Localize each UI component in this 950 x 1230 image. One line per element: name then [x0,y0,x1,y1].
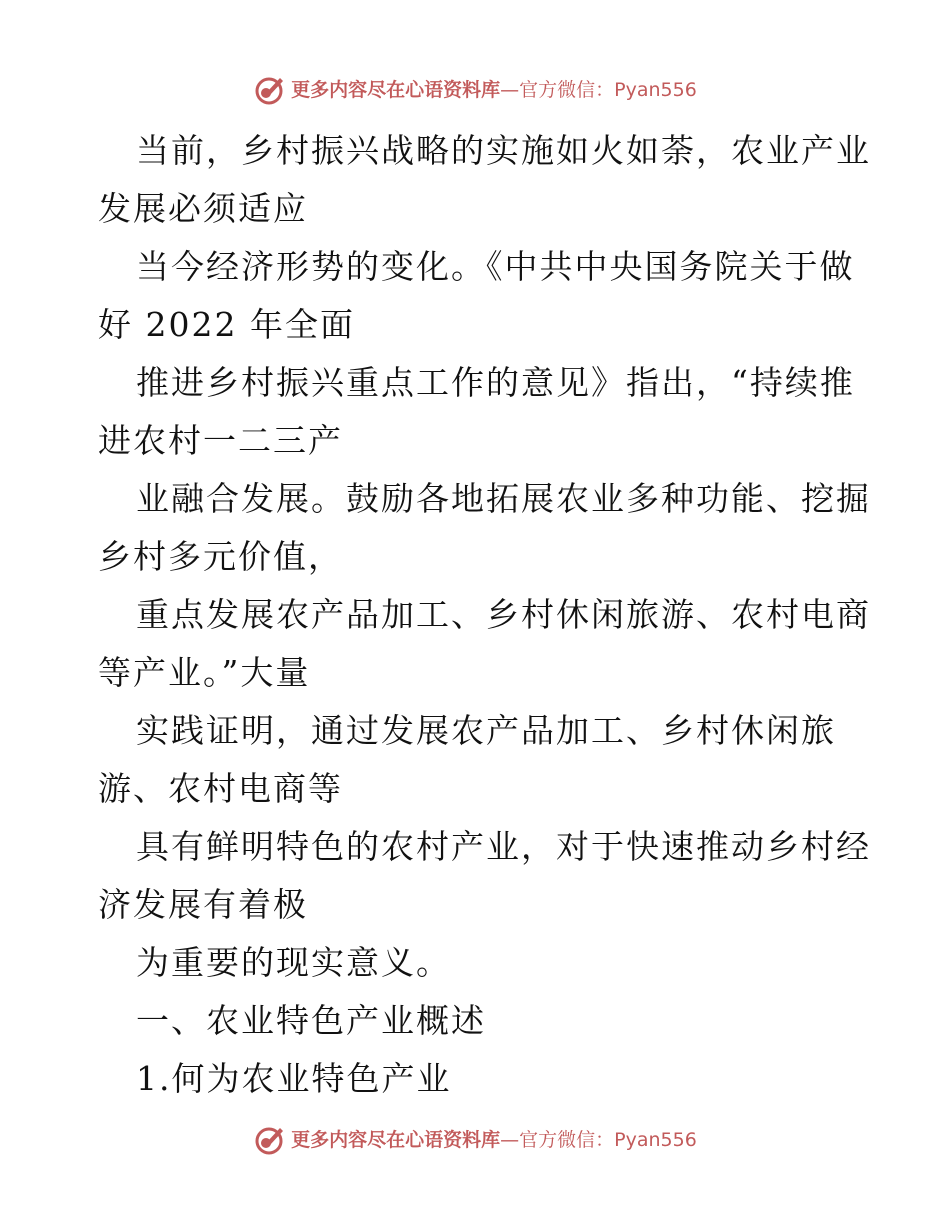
header-banner [0,74,950,106]
banner-contact-text: 官方微信：Pyan556 [519,1129,697,1151]
paragraph-line: 具有鲜明特色的农村产业，对于快速推动乡村经 [136,827,871,866]
paragraph-line: 乡村多元价值， [98,537,343,576]
paragraph-line: 为重要的现实意义。 [136,943,451,982]
banner-main-text: 更多内容尽在心语资料库 [291,79,501,101]
pen-logo-icon [253,74,285,106]
paragraph-line: 实践证明，通过发展农产品加工、乡村休闲旅 [136,711,836,750]
paragraph-line: 重点发展农产品加工、乡村休闲旅游、农村电商 [136,595,871,634]
paragraph-line: 等产业。”大量 [98,653,311,692]
banner-main-text: 更多内容尽在心语资料库 [291,1129,501,1151]
paragraph-line: 发展必须适应 [98,189,308,228]
banner-separator: — [500,79,520,101]
paragraph-line: 推进乡村振兴重点工作的意见》指出，“持续推 [136,363,855,402]
banner-contact-text: 官方微信：Pyan556 [519,79,697,101]
paragraph-line: 业融合发展。鼓励各地拓展农业多种功能、挖掘 [136,479,871,518]
paragraph-line: 当今经济形势的变化。《中共中央国务院关于做 [136,247,855,286]
paragraph-line: 游、农村电商等 [98,769,343,808]
pen-logo-icon [253,1124,285,1156]
footer-banner [0,1124,950,1156]
document-body [98,122,871,1108]
banner-separator: — [500,1129,520,1151]
paragraph-line: 好 2022 年全面 [98,305,355,344]
section-heading: 一、农业特色产业概述 [136,1001,486,1040]
paragraph-line: 进农村一二三产 [98,421,343,460]
paragraph-line: 当前，乡村振兴战略的实施如火如荼，农业产业 [136,131,871,170]
paragraph-line: 济发展有着极 [98,885,308,924]
subsection-heading: 1.何为农业特色产业 [136,1059,452,1098]
